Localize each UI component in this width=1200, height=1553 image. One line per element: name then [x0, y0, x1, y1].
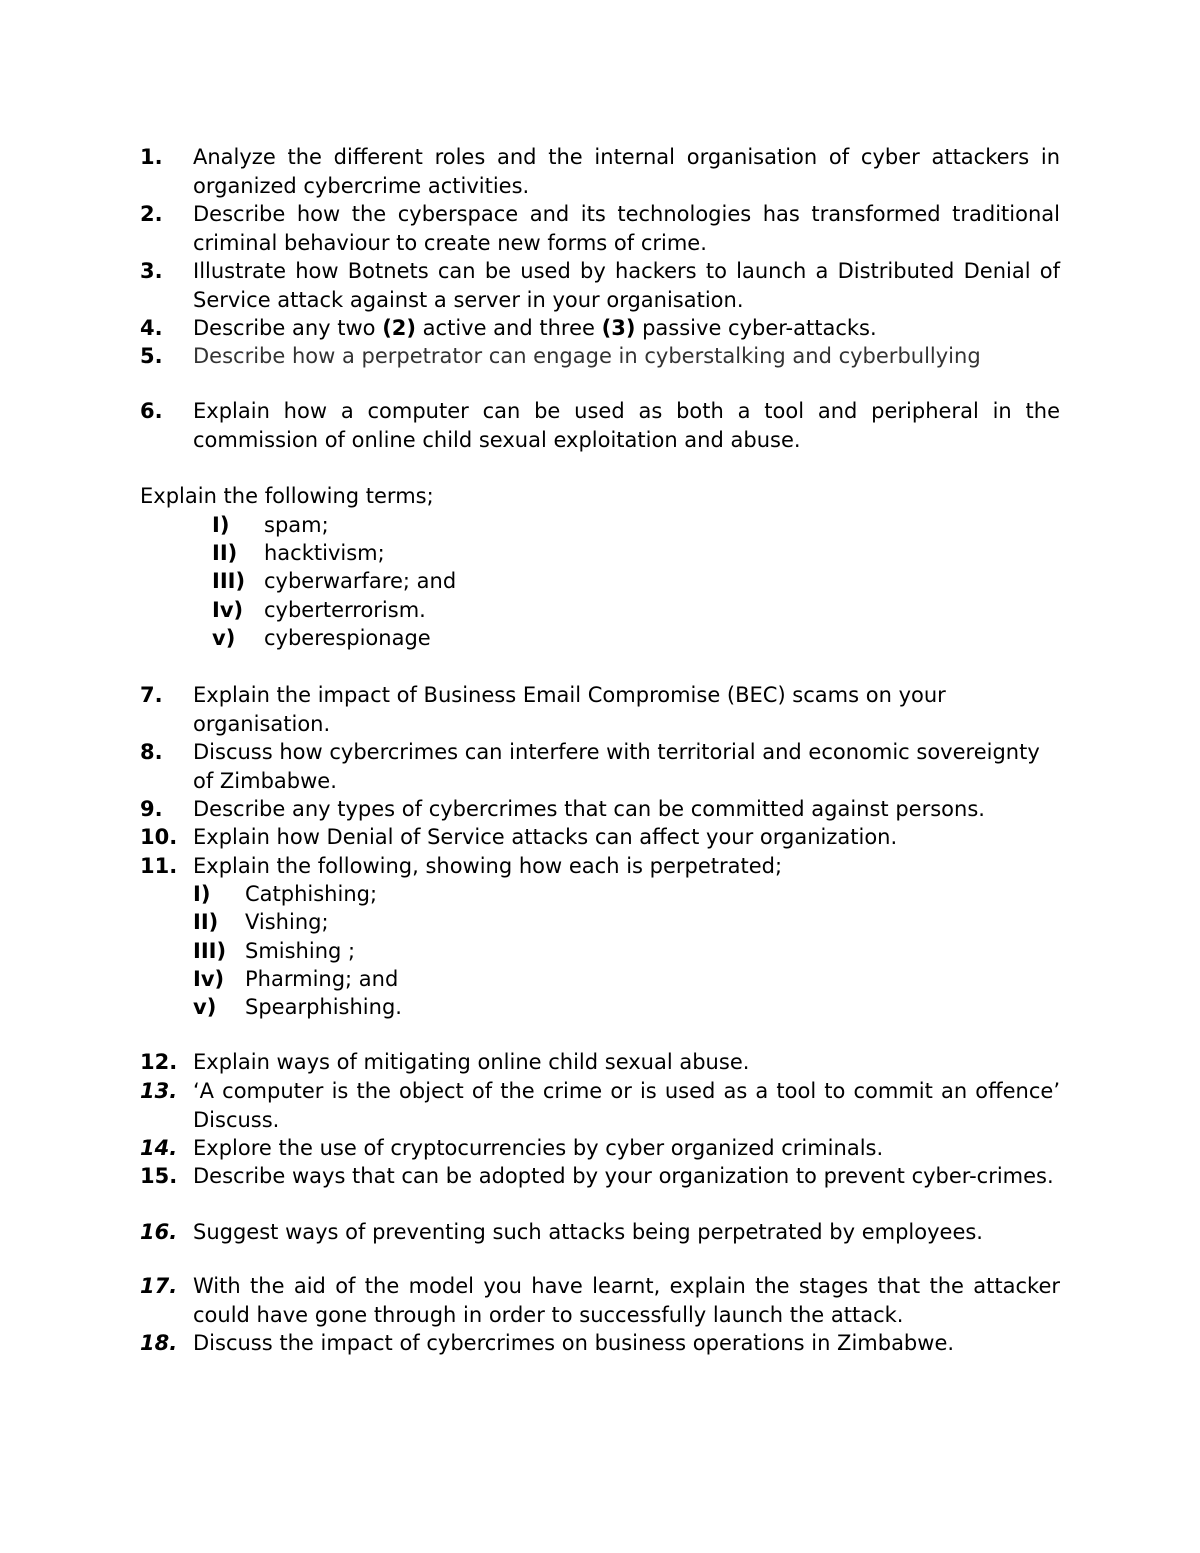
q11-item — [193, 937, 355, 966]
question-text: Explain the impact of Business Email Compromise (BEC) scams on your organisation. — [193, 683, 946, 736]
term-item — [212, 539, 385, 568]
question-number: 11. — [140, 854, 178, 878]
question-6 — [140, 397, 1060, 454]
term-number: v) — [212, 626, 236, 650]
question-text: Illustrate how Botnets can be used by hackers to launch a Distributed Denial of Service attack against a server in your organisation. — [193, 259, 1060, 312]
question-number: 12. — [140, 1050, 178, 1074]
question-number: 4. — [140, 316, 163, 340]
q11-item — [193, 880, 377, 909]
term-number: I) — [212, 513, 230, 537]
question-number: 15. — [140, 1164, 178, 1188]
question-number: 6. — [140, 399, 163, 423]
question-number: 9. — [140, 797, 163, 821]
question-3 — [140, 257, 1060, 314]
item-number: II) — [193, 910, 219, 934]
question-9 — [140, 795, 1060, 824]
question-text: Explain how a computer can be used as both a tool and peripheral in the commission of online child sexual exploitation and abuse. — [193, 399, 1060, 452]
question-number: 16. — [140, 1220, 178, 1244]
term-text: cyberespionage — [264, 626, 431, 650]
item-text: Catphishing; — [245, 882, 378, 906]
question-2 — [140, 200, 1060, 257]
question-8 — [140, 738, 1060, 795]
item-number: Iv) — [193, 967, 225, 991]
question-text: Explore the use of cryptocurrencies by cyber organized criminals. — [193, 1136, 884, 1160]
question-text: Explain the following, showing how each is perpetrated; — [193, 854, 783, 878]
question-14 — [140, 1134, 1060, 1163]
question-1 — [140, 143, 1060, 200]
term-item — [212, 511, 329, 540]
q11-item — [193, 993, 402, 1022]
question-13 — [140, 1077, 1060, 1134]
question-4 — [140, 314, 1060, 343]
term-item — [212, 624, 431, 653]
question-5 — [140, 342, 1060, 371]
question-text: Analyze the different roles and the internal organisation of cyber attackers in organized cybercrime activities. — [193, 145, 1060, 198]
term-item — [212, 567, 456, 596]
term-text: cyberterrorism. — [264, 598, 426, 622]
item-text: Smishing ; — [245, 939, 356, 963]
question-number: 17. — [140, 1274, 178, 1298]
item-number: III) — [193, 939, 227, 963]
question-text: ‘A computer is the object of the crime or is used as a tool to commit an offence’ Discuss. — [193, 1079, 1060, 1132]
terms-intro: Explain the following terms; — [140, 484, 434, 508]
question-number: 5. — [140, 344, 163, 368]
question-text: Discuss the impact of cybercrimes on business operations in Zimbabwe. — [193, 1331, 955, 1355]
item-text: Vishing; — [245, 910, 329, 934]
question-number: 2. — [140, 202, 163, 226]
question-number: 14. — [140, 1136, 178, 1160]
question-text: Describe any two (2) active and three (3) passive cyber-attacks. — [193, 316, 877, 340]
question-text: Describe how a perpetrator can engage in cyberstalking and cyberbullying — [193, 344, 981, 368]
question-12 — [140, 1048, 1060, 1077]
term-text: cyberwarfare; and — [264, 569, 457, 593]
question-17 — [140, 1272, 1060, 1329]
term-number: Iv) — [212, 598, 244, 622]
term-text: spam; — [264, 513, 329, 537]
term-item — [212, 596, 426, 625]
q11-item — [193, 965, 398, 994]
question-10 — [140, 823, 1060, 852]
q11-item — [193, 908, 329, 937]
question-number: 18. — [140, 1331, 178, 1355]
question-text: With the aid of the model you have learnt, explain the stages that the attacker could have gone through in order to successfully launch the attack. — [193, 1274, 1060, 1327]
question-number: 7. — [140, 683, 163, 707]
term-text: hacktivism; — [264, 541, 385, 565]
term-number: III) — [212, 569, 246, 593]
question-16 — [140, 1218, 1060, 1247]
question-text: Discuss how cybercrimes can interfere with territorial and economic sovereignty of Zimbabwe. — [193, 740, 1040, 793]
item-text: Pharming; and — [245, 967, 399, 991]
question-18 — [140, 1329, 1060, 1358]
term-number: II) — [212, 541, 238, 565]
item-number: I) — [193, 882, 211, 906]
question-text: Describe ways that can be adopted by your organization to prevent cyber-crimes. — [193, 1164, 1054, 1188]
question-text: Explain how Denial of Service attacks can affect your organization. — [193, 825, 898, 849]
question-text: Explain ways of mitigating online child sexual abuse. — [193, 1050, 750, 1074]
question-number: 8. — [140, 740, 163, 764]
item-number: v) — [193, 995, 217, 1019]
count-three: (3) — [601, 316, 636, 340]
question-text: Describe any types of cybercrimes that can be committed against persons. — [193, 797, 985, 821]
question-11 — [140, 852, 1060, 881]
question-number: 3. — [140, 259, 163, 283]
count-two: (2) — [382, 316, 416, 340]
question-number: 13. — [140, 1079, 178, 1103]
item-text: Spearphishing. — [245, 995, 402, 1019]
question-number: 10. — [140, 825, 178, 849]
question-7 — [140, 681, 1060, 738]
question-text: Describe how the cyberspace and its technologies has transformed traditional criminal behaviour to create new forms of crime. — [193, 202, 1060, 255]
question-text: Suggest ways of preventing such attacks being perpetrated by employees. — [193, 1220, 983, 1244]
question-15 — [140, 1162, 1060, 1191]
question-number: 1. — [140, 145, 163, 169]
